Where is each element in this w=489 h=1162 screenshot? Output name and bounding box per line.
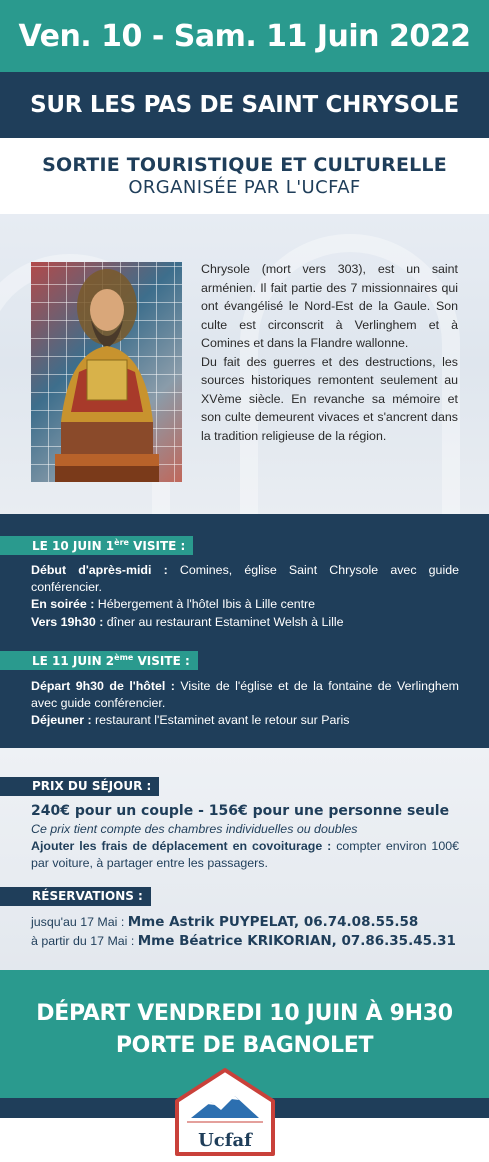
subtitle-line2: ORGANISÉE PAR L'UCFAF [128, 177, 361, 198]
visit2-tag-end: VISITE : [133, 654, 190, 668]
visit2-details [31, 678, 459, 730]
visit2-tag-text: LE 11 JUIN 2 [32, 654, 115, 668]
visit1-item-label: Vers 19h30 : [31, 614, 104, 629]
event-date: Ven. 10 - Sam. 11 Juin 2022 [18, 18, 471, 54]
reservation-contact: Mme Astrik PUYPELAT, 06.74.08.55.58 [127, 914, 419, 930]
visit1-tag-text: LE 10 JUIN 1 [32, 539, 115, 553]
date-banner [0, 0, 489, 72]
price-extra-text: compter environ 100€ par voiture, à partager entre les passagers. [31, 839, 459, 870]
visit2-item [31, 712, 459, 729]
visit1-tag-end: VISITE : [128, 539, 186, 553]
visit2-item-text: Visite de l'église et de la fontaine de Verlinghem avec guide conférencier. [31, 679, 459, 710]
visit2-item-text: restaurant l'Estaminet avant le retour sur Paris [91, 713, 350, 727]
saint-statue-image [31, 262, 182, 482]
reservation-period: à partir du 17 Mai : [31, 934, 138, 948]
price-details [31, 803, 459, 872]
event-title: SUR LES PAS DE SAINT CHRYSOLE [30, 92, 459, 118]
reservation-contact: Mme Béatrice KRIKORIAN, 07.86.35.45.31 [137, 933, 456, 949]
reservation-line [31, 932, 459, 950]
visit2-tag-sup: ème [114, 653, 134, 662]
intro-text [201, 260, 458, 445]
price-section [0, 748, 489, 970]
statue-illustration [31, 262, 182, 482]
price-extra [31, 838, 459, 871]
logo-graphic [163, 1066, 288, 1156]
price-extra-label: Ajouter les frais de déplacement en covoiturage : [31, 839, 332, 853]
reservation-line [31, 913, 459, 931]
visit1-item-text: dîner au restaurant Estaminet Welsh à Lille [103, 614, 344, 629]
intro-paragraph: Chrysole (mort vers 303), est un saint arménien. Il fait partie des 7 missionnaires qui ont évangélisé le Nord-Est de la Gaule. Son culte est circonscrit à Verlinghem et à Comines et dans la Flandre wallonne. [201, 262, 458, 350]
visit2-tag [0, 651, 198, 670]
departure-line2: PORTE DE BAGNOLET [115, 1033, 374, 1058]
visit1-item [31, 596, 459, 613]
title-banner [0, 72, 489, 138]
visit1-tag-sup: ère [114, 538, 129, 547]
visit1-item [31, 562, 459, 595]
reservations-details [31, 913, 459, 951]
visit2-item [31, 678, 459, 711]
reservation-period: jusqu'au 17 Mai : [31, 915, 128, 929]
visit1-item-text: Comines, église Saint Chrysole avec guide conférencier. [31, 563, 459, 594]
price-tag: PRIX DU SÉJOUR : [0, 777, 159, 796]
visit1-item-text: Hébergement à l'hôtel Ibis à Lille centre [94, 597, 316, 611]
price-note: Ce prix tient compte des chambres individuelles ou doubles [31, 821, 358, 836]
visit1-item-label: Début d'après-midi : [31, 563, 168, 577]
visit2-item-label: Déjeuner : [31, 713, 92, 727]
ucfaf-logo [163, 1066, 288, 1156]
departure-line1: DÉPART VENDREDI 10 JUIN À 9H30 [36, 1001, 453, 1026]
subtitle-section [0, 138, 489, 214]
intro-paragraph: Du fait des guerres et des destructions, les sources historiques remontent seulement au XVème siècle. En revanche sa mémoire et son culte demeurent vivaces et s'ancrent dans la tradition religieuse de la région. [201, 354, 458, 443]
visit1-item-label: En soirée : [31, 597, 95, 611]
price-main: 240€ pour un couple - 156€ pour une personne seule [31, 803, 450, 819]
visit2-item-label: Départ 9h30 de l'hôtel : [31, 679, 175, 693]
visit1-details [31, 562, 459, 631]
visits-section [0, 514, 489, 748]
visit1-tag [0, 536, 193, 555]
subtitle-line1: SORTIE TOURISTIQUE ET CULTURELLE [42, 154, 447, 176]
intro-section [0, 214, 489, 514]
logo-text: Ucfaf [198, 1130, 252, 1151]
visit1-item [31, 614, 459, 631]
reservations-tag: RÉSERVATIONS : [0, 887, 151, 906]
